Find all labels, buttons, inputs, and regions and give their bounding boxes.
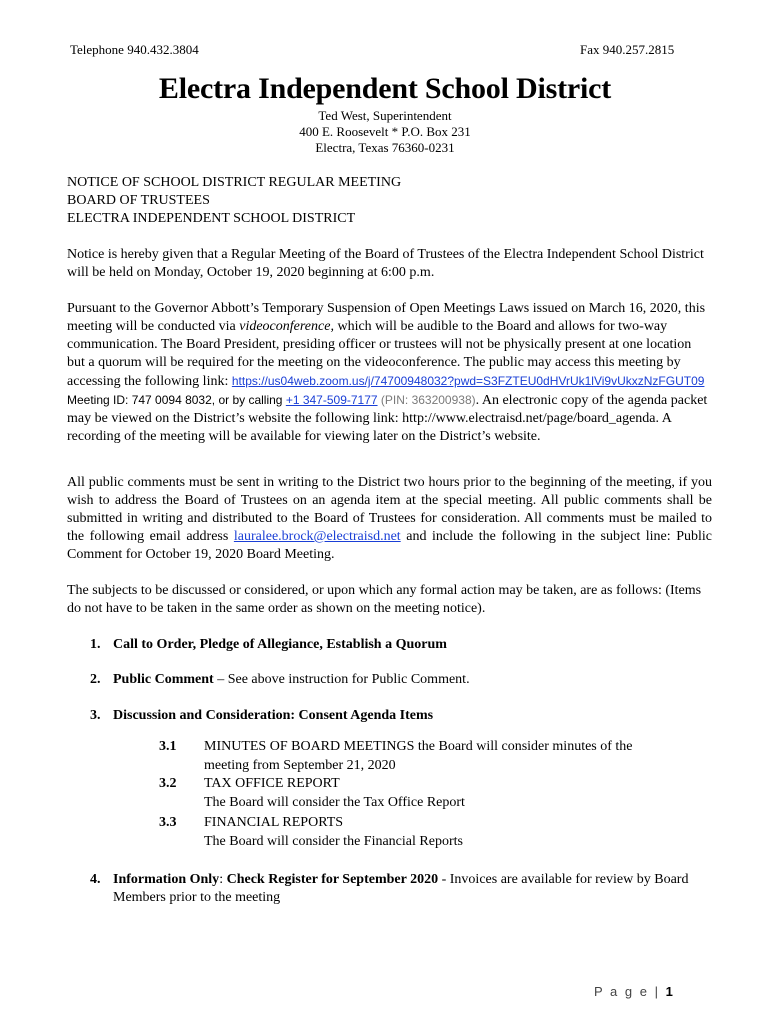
agenda-item-2 bbox=[90, 671, 710, 689]
sub-item-line: meeting from September 21, 2020 bbox=[204, 758, 396, 773]
notice-heading-line: BOARD OF TRUSTEES bbox=[67, 193, 210, 208]
sub-item-number: 3.3 bbox=[159, 815, 177, 830]
pin-text: (PIN: 363200938) bbox=[377, 393, 476, 407]
sub-item-number: 3.2 bbox=[159, 776, 177, 791]
item-number: 4. bbox=[90, 872, 101, 887]
notice-heading bbox=[67, 174, 712, 228]
sub-item-line: MINUTES OF BOARD MEETINGS the Board will consider minutes of the bbox=[204, 739, 633, 754]
videoconference-paragraph bbox=[67, 300, 712, 446]
agenda-item-4 bbox=[90, 871, 713, 907]
sub-item-3-1 bbox=[159, 737, 633, 773]
sub-item-line: FINANCIAL REPORTS bbox=[204, 815, 344, 830]
sub-item-number: 3.1 bbox=[159, 739, 177, 754]
notice-heading-line: ELECTRA INDEPENDENT SCHOOL DISTRICT bbox=[67, 211, 356, 226]
agenda-item-3 bbox=[90, 707, 710, 725]
zoom-meeting-link[interactable]: https://us04web.zoom.us/j/74700948032?pwd=S3FZTEU0dHVrUk1lVi9vUkxzNzFGUT09 bbox=[231, 374, 705, 388]
page-footer bbox=[594, 984, 673, 999]
para-text: and include the following in the subject line: Public Comment for October 19, 2020 Board Meeting. bbox=[67, 529, 712, 562]
item-colon: : bbox=[219, 872, 227, 887]
meeting-notice-paragraph: Notice is hereby given that a Regular Meeting of the Board of Trustees of the Electra Independent School District will be held on Monday, October 19, 2020 beginning at 6:00 p.m. bbox=[67, 247, 704, 280]
public-comment-paragraph bbox=[67, 474, 712, 564]
item-title: Discussion and Consideration: Consent Agenda Items bbox=[113, 708, 434, 723]
address-line-1: 400 E. Roosevelt * P.O. Box 231 bbox=[299, 124, 471, 139]
sub-item-3-2 bbox=[159, 774, 465, 810]
item-number: 3. bbox=[90, 708, 101, 723]
sub-item-line: TAX OFFICE REPORT bbox=[204, 776, 340, 791]
item-number: 2. bbox=[90, 672, 101, 687]
page-separator: | bbox=[648, 984, 666, 999]
item-title: Information Only bbox=[113, 872, 220, 887]
district-title: Electra Independent School District bbox=[158, 72, 612, 105]
para-text: . An electronic copy of the agenda packet may be viewed on the District’s website the following link: http://www.electraisd.net/page/board_agenda. A recording of the meeting will be available for viewing later on the District’s website. bbox=[67, 393, 708, 444]
item-number: 1. bbox=[90, 637, 101, 652]
para-text: All public comments must be sent in writing to the District two hours prior to the beginning of the meeting, if you wish to address the Board of Trustees on an agenda item at the special meeting. All public comments shall be submitted in writing and distributed to the Board of Trustees for consideration. All comments must be mailed to the following email address bbox=[67, 475, 712, 544]
page-number: 1 bbox=[665, 984, 673, 999]
item-text: - Invoices are available for review by Board Members prior to the meeting bbox=[113, 872, 689, 905]
notice-heading-line: NOTICE OF SCHOOL DISTRICT REGULAR MEETING bbox=[67, 175, 402, 190]
subjects-paragraph: The subjects to be discussed or considered, or upon which any formal action may be taken, are as follows: (Items do not have to be taken in the same order as shown on the meeting notice). bbox=[67, 583, 702, 616]
telephone-text: Telephone 940.432.3804 bbox=[70, 42, 199, 57]
page-label: P a g e bbox=[594, 984, 649, 999]
meeting-id-text: Meeting ID: 747 0094 8032, or by calling bbox=[67, 393, 286, 407]
item-text: – See above instruction for Public Comment. bbox=[213, 672, 470, 687]
address-line-2: Electra, Texas 76360-0231 bbox=[315, 140, 455, 155]
fax-text: Fax 940.257.2815 bbox=[580, 42, 675, 57]
item-title: Check Register for September 2020 bbox=[226, 872, 439, 887]
sub-item-3-3 bbox=[159, 813, 463, 849]
para-text: which will be audible to the Board and allows for two-way communication. The Board President, presiding officer or trustees will not be physically present at one location but a quorum will be required for the meeting on the videoconference. The public may access this meeting by accessing the following link: bbox=[67, 319, 692, 389]
sub-item-line: The Board will consider the Tax Office Report bbox=[204, 795, 465, 810]
item-title: Call to Order, Pledge of Allegiance, Establish a Quorum bbox=[113, 637, 447, 652]
sub-item-line: The Board will consider the Financial Reports bbox=[204, 834, 463, 849]
item-title: Public Comment bbox=[113, 672, 214, 687]
phone-link[interactable]: +1 347-509-7177 bbox=[285, 393, 378, 407]
agenda-item-1 bbox=[90, 636, 710, 654]
email-link[interactable]: lauralee.brock@electraisd.net bbox=[233, 529, 401, 544]
para-text: Pursuant to the Governor Abbott’s Temporary Suspension of Open Meetings Laws issued on March 16, 2020, this meeting will be conducted via bbox=[67, 301, 706, 334]
para-italic: videoconference, bbox=[239, 319, 334, 334]
superintendent-line: Ted West, Superintendent bbox=[318, 108, 452, 123]
